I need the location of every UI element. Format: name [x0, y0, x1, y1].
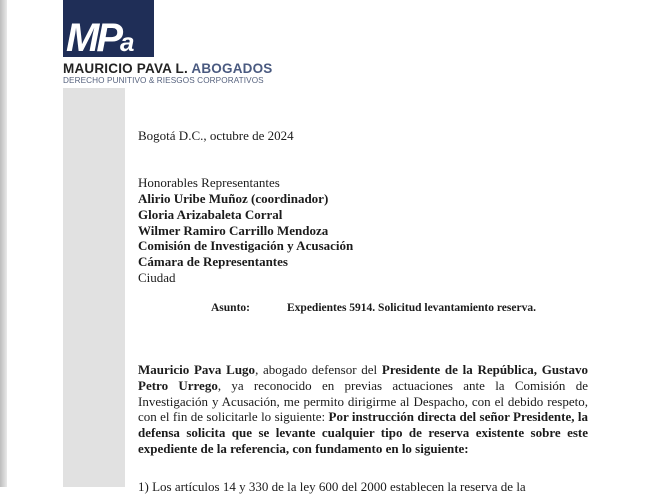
page-edge-shadow [0, 0, 7, 487]
subject-label: Asunto: [211, 302, 250, 314]
firm-name [63, 61, 273, 76]
subject-text: Expedientes 5914. Solicitud levantamiento reserva. [287, 302, 536, 314]
request-text: Por instrucción directa del señor Presidente, la defensa solicita que se levante cualquier tipo de reserva existente sobre este expediente de la referencia, con fundamento en lo siguiente: [138, 409, 589, 456]
recipient-line: Gloria Arizabaleta Corral [138, 207, 283, 222]
firm-logo [66, 18, 133, 62]
recipient-line: Wilmer Ramiro Carrillo Mendoza [138, 223, 329, 238]
body-text: , ya reconocido en previas actuaciones ante la Comisión de Investigación y Acusación, me permito dirigirme al Despacho, con el debido respeto, con el fin de solicitarle lo siguiente: [138, 377, 588, 425]
firm-subtitle: DERECHO PUNITIVO & RIESGOS CORPORATIVOS [63, 76, 264, 85]
client-name: Presidente de la República, Gustavo Petro Urrego [138, 362, 588, 393]
logo-main: MP [66, 16, 120, 60]
margin-bar [63, 88, 125, 487]
recipient-line: Alirio Uribe Muñoz (coordinador) [138, 191, 329, 206]
recipient-line: Honorables Representantes [138, 175, 280, 190]
recipient-line: Ciudad [138, 270, 176, 285]
author-name: Mauricio Pava Lugo [138, 362, 256, 377]
next-point-line: 1) Los artículos 14 y 330 de la ley 600 del 2000 establecen la reserva de la [138, 479, 526, 494]
recipient-line: Comisión de Investigación y Acusación [138, 238, 354, 253]
firm-name-main: MAURICIO PAVA L. [63, 61, 188, 76]
firm-name-accent: ABOGADOS [191, 61, 273, 76]
body-paragraph [138, 362, 588, 457]
body-text: , abogado defensor del [255, 362, 382, 377]
logo-small: a [120, 27, 134, 57]
recipient-line: Cámara de Representantes [138, 254, 288, 269]
place-date: Bogotá D.C., octubre de 2024 [138, 128, 294, 143]
